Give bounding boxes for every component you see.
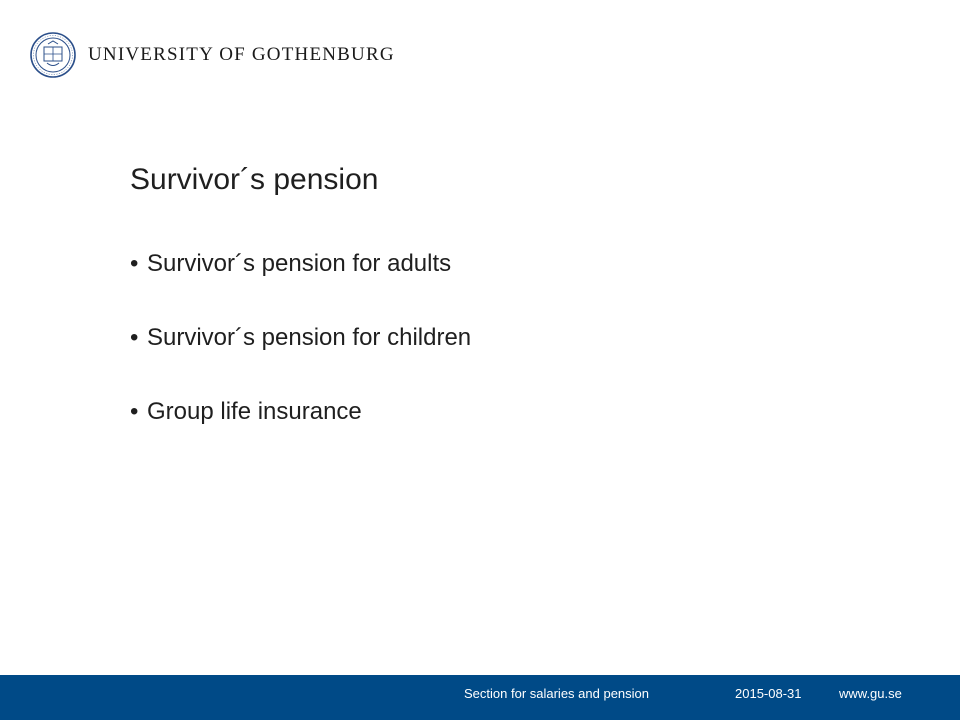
bullet-marker: • [130,250,139,277]
footer-date: 2015-08-31 [735,686,802,701]
bullet-text: Survivor´s pension for children [147,324,472,351]
footer-url-link[interactable]: www.gu.se [839,686,902,701]
bullet-item [130,320,471,356]
bullet-marker: • [130,324,139,351]
footer-section: Section for salaries and pension [464,686,650,701]
bullet-marker: • [130,398,139,425]
footer-bar [0,675,960,720]
bullet-text: Group life insurance [147,398,362,425]
bullet-item [130,394,471,430]
university-name: UNIVERSITY OF GOTHENBURG [88,44,395,65]
university-logo [30,32,395,78]
bullet-list [130,246,471,468]
bullet-item [130,246,471,282]
slide-title: Survivor´s pension [130,163,379,196]
university-seal-icon [30,32,76,78]
bullet-text: Survivor´s pension for adults [147,250,452,277]
